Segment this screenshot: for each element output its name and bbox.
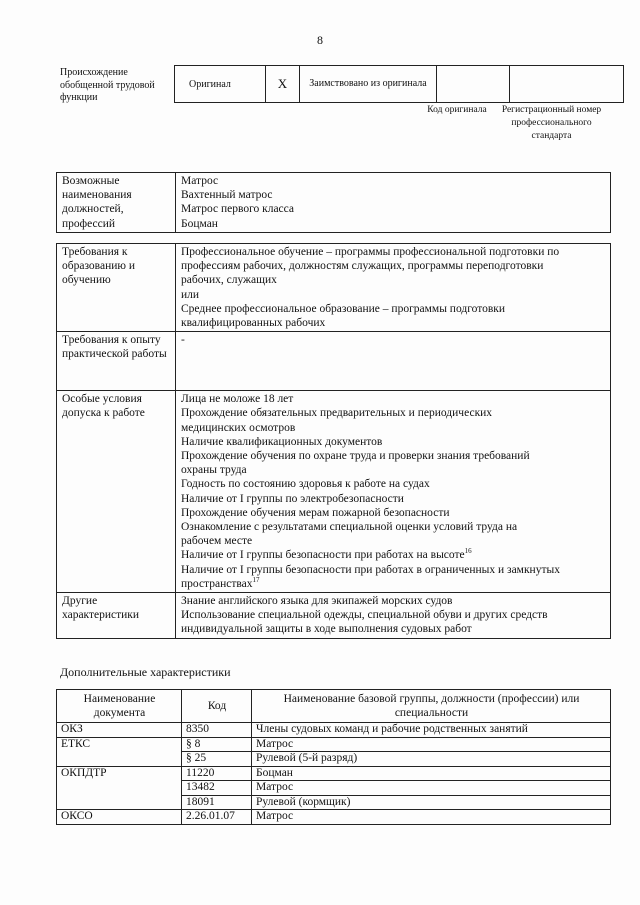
requirement-line: Наличие от I группы безопасности при работах в ограниченных и замкнутых: [181, 563, 560, 576]
registration-number-cell: [510, 66, 624, 103]
requirement-label: Требования к опыту практической работы: [57, 332, 176, 391]
requirement-row-education: [57, 244, 611, 332]
requirement-line: Использование специальной одежды, специальной обуви и других средств: [181, 609, 548, 622]
cell-doc: ОКСО: [57, 810, 182, 825]
requirement-line: рабочем месте: [181, 535, 253, 548]
extra-table: [56, 689, 611, 825]
requirement-label: Особые условия допуска к работе: [57, 391, 176, 593]
position-item: Матрос первого класса: [181, 203, 295, 216]
requirement-line: Среднее профессиональное образование – программы подготовки: [181, 302, 506, 315]
registration-caption: Регистрационный номер профессионального стандарта: [501, 105, 602, 141]
header-code: Код: [182, 690, 252, 723]
header-doc: Наименование документа: [57, 690, 182, 723]
cell-name: Матрос: [252, 781, 611, 796]
cell-doc: ОКПДТР: [57, 766, 182, 781]
table-row: [57, 766, 611, 781]
requirement-value: [176, 391, 611, 593]
origin-table: [174, 65, 624, 103]
cell-doc: ЕТКС: [57, 737, 182, 752]
requirements-table: [56, 243, 611, 639]
requirement-line: профессиям рабочих, должностям служащих, программы переподготовки: [181, 260, 544, 273]
cell-code: 2.26.01.07: [182, 810, 252, 825]
table-row: [57, 752, 611, 767]
requirement-row-admission: [57, 391, 611, 593]
requirement-line: [181, 548, 607, 562]
table-row: [57, 781, 611, 796]
requirement-line: Знание английского языка для экипажей морских судов: [181, 595, 453, 608]
borrowed-label: Заимствовано из оригинала: [300, 66, 437, 103]
page-number: 8: [317, 33, 323, 47]
cell-code: 13482: [182, 781, 252, 796]
requirement-line: Лица не моложе 18 лет: [181, 393, 294, 406]
table-row: [57, 737, 611, 752]
position-item: Вахтенный матрос: [181, 189, 273, 202]
extra-title: Дополнительные характеристики: [60, 665, 231, 679]
table-row: [57, 723, 611, 738]
extra-header-row: [57, 690, 611, 723]
original-mark: X: [266, 66, 300, 103]
cell-doc: [57, 752, 182, 767]
footnote-ref: 17: [252, 576, 260, 585]
requirement-line: индивидуальной защиты в ходе выполнения судовых работ: [181, 623, 472, 636]
cell-name: Члены судовых команд и рабочие родственных занятий: [252, 723, 611, 738]
original-label: Оригинал: [175, 66, 266, 103]
positions-label: Возможные наименования должностей, профессий: [57, 173, 176, 233]
requirement-value: [176, 332, 611, 391]
cell-doc: ОКЗ: [57, 723, 182, 738]
cell-doc: [57, 795, 182, 810]
positions-list: [176, 173, 611, 233]
original-code-cell: [437, 66, 510, 103]
cell-name: Матрос: [252, 737, 611, 752]
requirement-line: Годность по состоянию здоровья к работе на судах: [181, 478, 430, 491]
requirement-line: Прохождение обязательных предварительных и периодических: [181, 407, 493, 420]
requirement-line: Наличие квалификационных документов: [181, 435, 383, 448]
cell-code: 11220: [182, 766, 252, 781]
cell-code: § 25: [182, 752, 252, 767]
cell-name: Рулевой (5-й разряд): [252, 752, 611, 767]
position-item: Матрос: [181, 175, 219, 187]
code-caption: Код оригинала: [427, 105, 487, 115]
requirement-line: рабочих, служащих: [181, 274, 277, 287]
cell-name: Рулевой (кормщик): [252, 795, 611, 810]
table-row: [57, 795, 611, 810]
requirement-text: пространствах: [181, 577, 253, 590]
footnote-ref: 16: [464, 547, 472, 556]
positions-table: [56, 172, 611, 233]
requirement-line: квалифицированных рабочих: [181, 317, 326, 330]
requirement-row-other: [57, 593, 611, 639]
cell-name: Матрос: [252, 810, 611, 825]
requirement-line: -: [181, 334, 185, 347]
requirement-label: Другие характеристики: [57, 593, 176, 639]
requirement-line: медицинских осмотров: [181, 421, 296, 434]
cell-code: 8350: [182, 723, 252, 738]
header-name: Наименование базовой группы, должности (профессии) или специальности: [252, 690, 611, 723]
requirement-line: охраны труда: [181, 464, 247, 477]
requirement-row-experience: [57, 332, 611, 391]
requirement-line: Прохождение обучения по охране труда и проверки знания требований: [181, 450, 530, 463]
requirement-value: [176, 593, 611, 639]
requirement-line: [181, 577, 607, 591]
table-row: [57, 810, 611, 825]
position-item: Боцман: [181, 217, 218, 230]
requirement-text: Наличие от I группы безопасности при работах на высоте: [181, 549, 465, 562]
requirement-line: Наличие от I группы по электробезопасности: [181, 492, 404, 505]
cell-name: Боцман: [252, 766, 611, 781]
cell-doc: [57, 781, 182, 796]
requirement-line: Профессиональное обучение – программы профессиональной подготовки по: [181, 246, 560, 258]
requirement-line: Ознакомление с результатами специальной оценки условий труда на: [181, 521, 518, 534]
cell-code: 18091: [182, 795, 252, 810]
cell-code: § 8: [182, 737, 252, 752]
requirement-line: или: [181, 288, 200, 301]
requirement-label: Требования к образованию и обучению: [57, 244, 176, 332]
origin-label: Происхождение обобщенной трудовой функции: [60, 67, 155, 103]
requirement-line: Прохождение обучения мерам пожарной безопасности: [181, 506, 450, 519]
requirement-value: [176, 244, 611, 332]
